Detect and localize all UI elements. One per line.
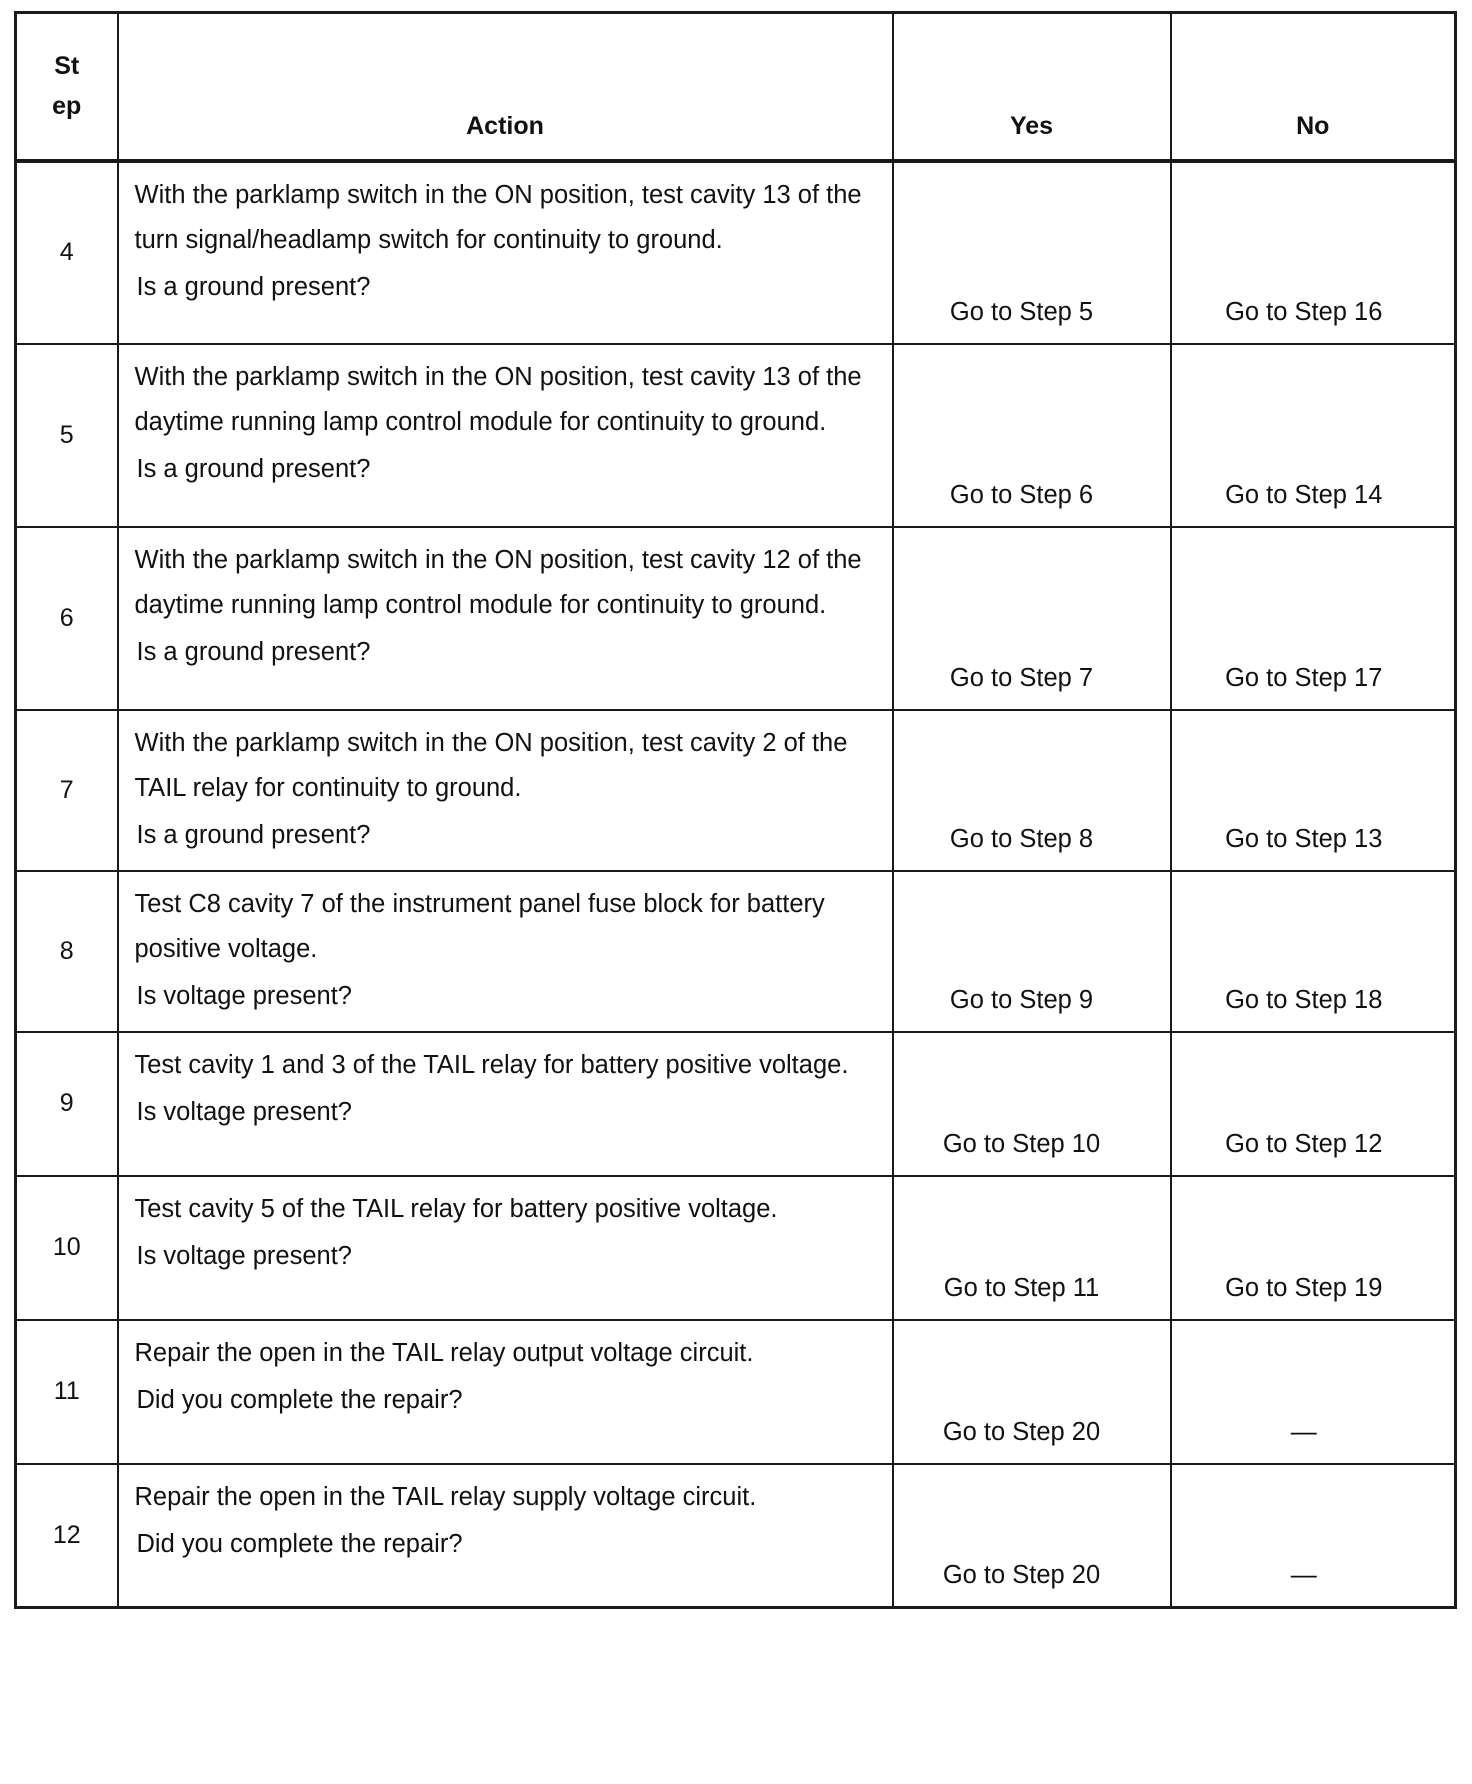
action-cell xyxy=(118,1032,893,1176)
no-result: — xyxy=(1290,1415,1317,1446)
action-cell xyxy=(118,344,893,527)
action-text: With the parklamp switch in the ON position, test cavity 12 of the daytime running lamp control module for continuity to ground. xyxy=(134,545,862,619)
no-result: Go to Step 13 xyxy=(1225,824,1383,853)
no-cell xyxy=(1171,871,1456,1032)
no-result: Go to Step 16 xyxy=(1225,297,1383,326)
step-number: 9 xyxy=(16,1032,118,1176)
no-cell xyxy=(1171,1320,1456,1464)
action-text: Test cavity 1 and 3 of the TAIL relay for battery positive voltage. xyxy=(134,1050,849,1079)
action-text: With the parklamp switch in the ON position, test cavity 2 of the TAIL relay for continuity to ground. xyxy=(134,728,848,802)
yes-cell xyxy=(893,1320,1171,1464)
table-row xyxy=(16,710,1456,871)
step-number: 8 xyxy=(16,871,118,1032)
yes-cell xyxy=(893,527,1171,710)
table-row xyxy=(16,344,1456,527)
yes-result: Go to Step 6 xyxy=(949,480,1094,509)
yes-result: Go to Step 20 xyxy=(942,1561,1101,1589)
no-result: Go to Step 14 xyxy=(1225,480,1383,509)
action-cell xyxy=(118,871,893,1032)
no-cell xyxy=(1171,1464,1456,1608)
no-column-header: No xyxy=(1171,13,1456,161)
action-text: Repair the open in the TAIL relay supply voltage circuit. xyxy=(134,1482,757,1511)
action-question: Is voltage present? xyxy=(136,981,352,1010)
step-header-line1: St xyxy=(54,52,80,81)
header-row xyxy=(16,13,1456,161)
action-question: Is a ground present? xyxy=(136,454,371,483)
no-result: — xyxy=(1290,1559,1317,1589)
step-column-header xyxy=(16,13,118,161)
table-row xyxy=(16,1176,1456,1320)
yes-cell xyxy=(893,710,1171,871)
yes-cell xyxy=(893,344,1171,527)
action-cell xyxy=(118,710,893,871)
step-number: 12 xyxy=(16,1464,118,1608)
yes-result: Go to Step 9 xyxy=(949,985,1094,1014)
step-number: 5 xyxy=(16,344,118,527)
yes-cell xyxy=(893,161,1171,344)
action-text: Test cavity 5 of the TAIL relay for battery positive voltage. xyxy=(134,1194,778,1223)
no-result: Go to Step 19 xyxy=(1225,1273,1383,1302)
action-cell xyxy=(118,161,893,344)
table-row xyxy=(16,527,1456,710)
action-question: Is a ground present? xyxy=(136,637,371,666)
action-question: Did you complete the repair? xyxy=(136,1529,463,1558)
no-result: Go to Step 12 xyxy=(1225,1129,1383,1158)
table-row xyxy=(16,1320,1456,1464)
step-number: 11 xyxy=(16,1320,118,1464)
action-cell xyxy=(118,1320,893,1464)
yes-result: Go to Step 11 xyxy=(943,1273,1100,1302)
step-number: 7 xyxy=(16,710,118,871)
table-row xyxy=(16,161,1456,344)
action-cell xyxy=(118,1176,893,1320)
table-row xyxy=(16,1032,1456,1176)
no-cell xyxy=(1171,527,1456,710)
yes-result: Go to Step 20 xyxy=(942,1417,1101,1446)
action-question: Is voltage present? xyxy=(136,1097,352,1126)
no-result: Go to Step 17 xyxy=(1225,663,1383,692)
action-column-header: Action xyxy=(118,13,893,161)
no-cell xyxy=(1171,161,1456,344)
action-question: Is voltage present? xyxy=(136,1241,352,1270)
action-cell xyxy=(118,1464,893,1608)
action-text: With the parklamp switch in the ON position, test cavity 13 of the turn signal/headlamp switch for continuity to ground. xyxy=(134,180,862,254)
action-text: With the parklamp switch in the ON position, test cavity 13 of the daytime running lamp control module for continuity to ground. xyxy=(134,362,862,436)
table-row xyxy=(16,871,1456,1032)
yes-cell xyxy=(893,1176,1171,1320)
action-question: Did you complete the repair? xyxy=(136,1385,463,1414)
no-cell xyxy=(1171,710,1456,871)
yes-column-header: Yes xyxy=(893,13,1171,161)
yes-result: Go to Step 10 xyxy=(942,1129,1101,1158)
step-number: 4 xyxy=(16,161,118,344)
no-cell xyxy=(1171,1176,1456,1320)
action-cell xyxy=(118,527,893,710)
action-text: Repair the open in the TAIL relay output voltage circuit. xyxy=(134,1338,754,1367)
yes-result: Go to Step 5 xyxy=(949,297,1094,326)
step-header-line2: ep xyxy=(52,92,82,121)
yes-result: Go to Step 7 xyxy=(949,663,1094,692)
step-number: 10 xyxy=(16,1176,118,1320)
yes-cell xyxy=(893,1464,1171,1608)
table-row xyxy=(16,1464,1456,1608)
action-question: Is a ground present? xyxy=(136,820,371,849)
yes-cell xyxy=(893,1032,1171,1176)
no-cell xyxy=(1171,1032,1456,1176)
step-number: 6 xyxy=(16,527,118,710)
no-cell xyxy=(1171,344,1456,527)
diagnostic-step-table xyxy=(14,11,1457,1609)
action-text: Test C8 cavity 7 of the instrument panel fuse block for battery positive voltage. xyxy=(134,889,825,963)
yes-result: Go to Step 8 xyxy=(949,824,1094,853)
action-question: Is a ground present? xyxy=(136,272,371,301)
yes-cell xyxy=(893,871,1171,1032)
no-result: Go to Step 18 xyxy=(1225,985,1383,1014)
